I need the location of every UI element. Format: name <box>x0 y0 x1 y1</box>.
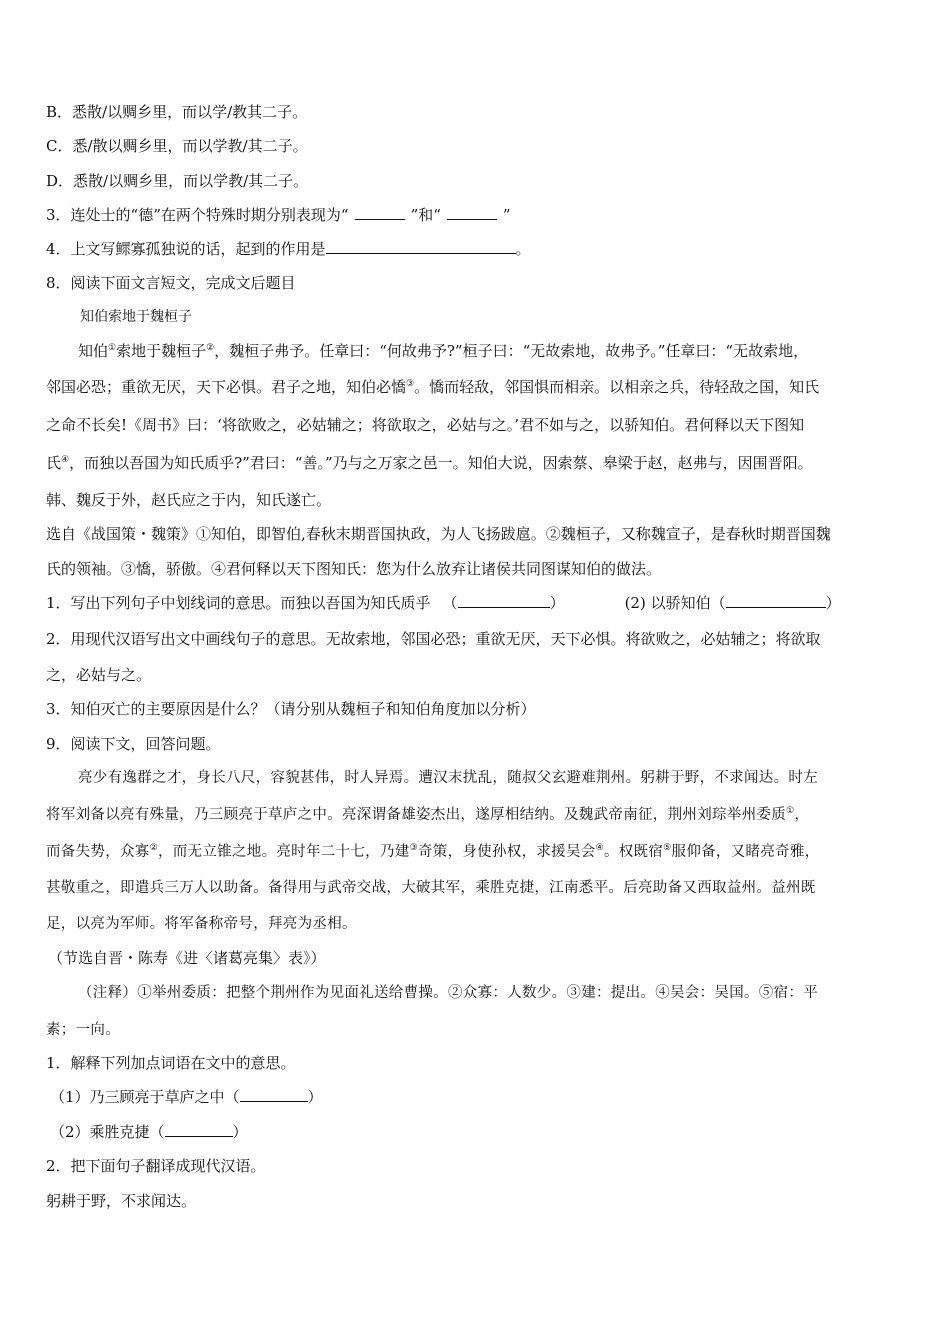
passage-line: 之命不长矣!《周书》曰：‘将欲败之，必姑辅之；将欲取之，必姑与之。’君不如与之，以骄知伯。君何释以天下图知 <box>46 416 805 434</box>
answer-blank[interactable] <box>165 1121 233 1137</box>
option-c: C．悉/散以赒乡里，而以学教/其二子。 <box>46 137 308 155</box>
passage-line: 邻国必恐；重欲无厌，天下必惧。君子之地，知伯必憍③。憍而轻敌，邻国惧而相亲。以相亲之兵，待轻敌之国，知氏 <box>46 378 820 396</box>
passage-note: 选自《战国策・魏策》①知伯，即智伯,春秋末期晋国执政，为人飞扬跋扈。②魏桓子，又称魏宣子，是春秋时期晋国魏 <box>46 525 831 543</box>
q9-question-1-1: （1）乃三顾亮于草庐之中（ ） <box>50 1088 323 1106</box>
answer-blank[interactable] <box>458 592 550 608</box>
passage-line: 而备失势，众寡②，而无立锥之地。亮时年二十七，乃建③奇策，身使孙权，求援吴会④。权既宿⑤服仰备，又睹亮奇雅， <box>46 843 820 860</box>
q7-question-3: 3．连处士的“德”在两个特殊时期分别表现为“ ”和“ ” <box>46 206 511 224</box>
passage-line: 甚敬重之，即遣兵三万人以助备。备得用与武帝交战，大破其军，乘胜克捷，江南悉平。后亮助备又西取益州。益州既 <box>46 880 816 896</box>
option-b: B．悉散/以赒乡里，而以学/教其二子。 <box>46 103 308 121</box>
q8-heading: 8．阅读下面文言短文，完成文后题目 <box>46 274 296 292</box>
answer-blank[interactable] <box>447 204 497 220</box>
passage-notes: 素；一向。 <box>46 1022 120 1038</box>
passage-line: 将军刘备以亮有殊量，乃三顾亮于草庐之中。亮深谓备雄姿杰出，遂厚相结纳。及魏武帝南征，荆州刘琮举州委质①， <box>46 806 810 823</box>
q8-question-2: 2．用现代汉语写出文中画线句子的意思。无故索地，邻国必恐；重欲无厌，天下必惧。将欲败之，必姑辅之；将欲取 <box>46 630 821 648</box>
q7-question-4: 4．上文写鳏寡孤独说的话，起到的作用是 。 <box>46 240 531 258</box>
q8-question-2-cont: 之，必姑与之。 <box>46 666 152 684</box>
q9-question-1-2: （2）乘胜克捷（ ） <box>50 1123 248 1141</box>
passage-line: 知伯①索地于魏桓子②，魏桓子弗予。任章曰：“何故弗予?”桓子曰：“无故索地，故弗予。”任章曰：“无故索地， <box>78 342 809 360</box>
answer-blank[interactable] <box>355 204 405 220</box>
q9-question-2-text: 躬耕于野，不求闻达。 <box>46 1192 197 1210</box>
passage-notes: （注释）①举州委质：把整个荆州作为见面礼送给曹操。②众寡：人数少。③建：提出。④吴会：吴国。⑤宿：平 <box>78 985 818 1001</box>
passage-source: （节选自晋・陈寿《进〈诸葛亮集〉表》） <box>48 949 326 967</box>
answer-blank[interactable] <box>726 592 826 608</box>
q9-question-1: 1．解释下列加点词语在文中的意思。 <box>46 1054 296 1072</box>
passage-line: 韩、魏反于外，赵氏应之于内，知氏遂亡。 <box>46 491 332 509</box>
passage-line: 足，以亮为军师。将军备称帝号，拜亮为丞相。 <box>46 916 357 932</box>
q9-heading: 9．阅读下文，回答问题。 <box>46 735 221 753</box>
passage-title: 知伯索地于魏桓子 <box>80 309 192 325</box>
q8-question-1: 1．写出下列句子中划线词的意思。而独以吾国为知氏质乎 （ ） (2) 以骄知伯（ ） <box>46 594 841 612</box>
q9-question-2: 2．把下面句子翻译成现代汉语。 <box>46 1157 266 1175</box>
passage-line: 氏④，而独以吾国为知氏质乎?”君曰：“善。”乃与之万家之邑一。知伯大说，因索蔡、皋梁于赵，赵弗与，因围晋阳。 <box>46 454 813 472</box>
passage-line: 亮少有逸群之才，身长八尺，容貌甚伟，时人异焉。遭汉末扰乱，随叔父玄避难荆州。躬耕于野，不求闻达。时左 <box>78 770 818 786</box>
q8-question-3: 3．知伯灭亡的主要原因是什么？（请分别从魏桓子和知伯角度加以分析） <box>46 700 536 718</box>
answer-blank[interactable] <box>326 238 516 254</box>
passage-note: 氏的领袖。③憍，骄傲。④君何释以天下图知氏：您为什么放弃让诸侯共同图谋知伯的做法。 <box>46 560 662 578</box>
answer-blank[interactable] <box>240 1086 308 1102</box>
option-d: D．悉散/以赒乡里，而以学教/其二子。 <box>46 172 309 190</box>
